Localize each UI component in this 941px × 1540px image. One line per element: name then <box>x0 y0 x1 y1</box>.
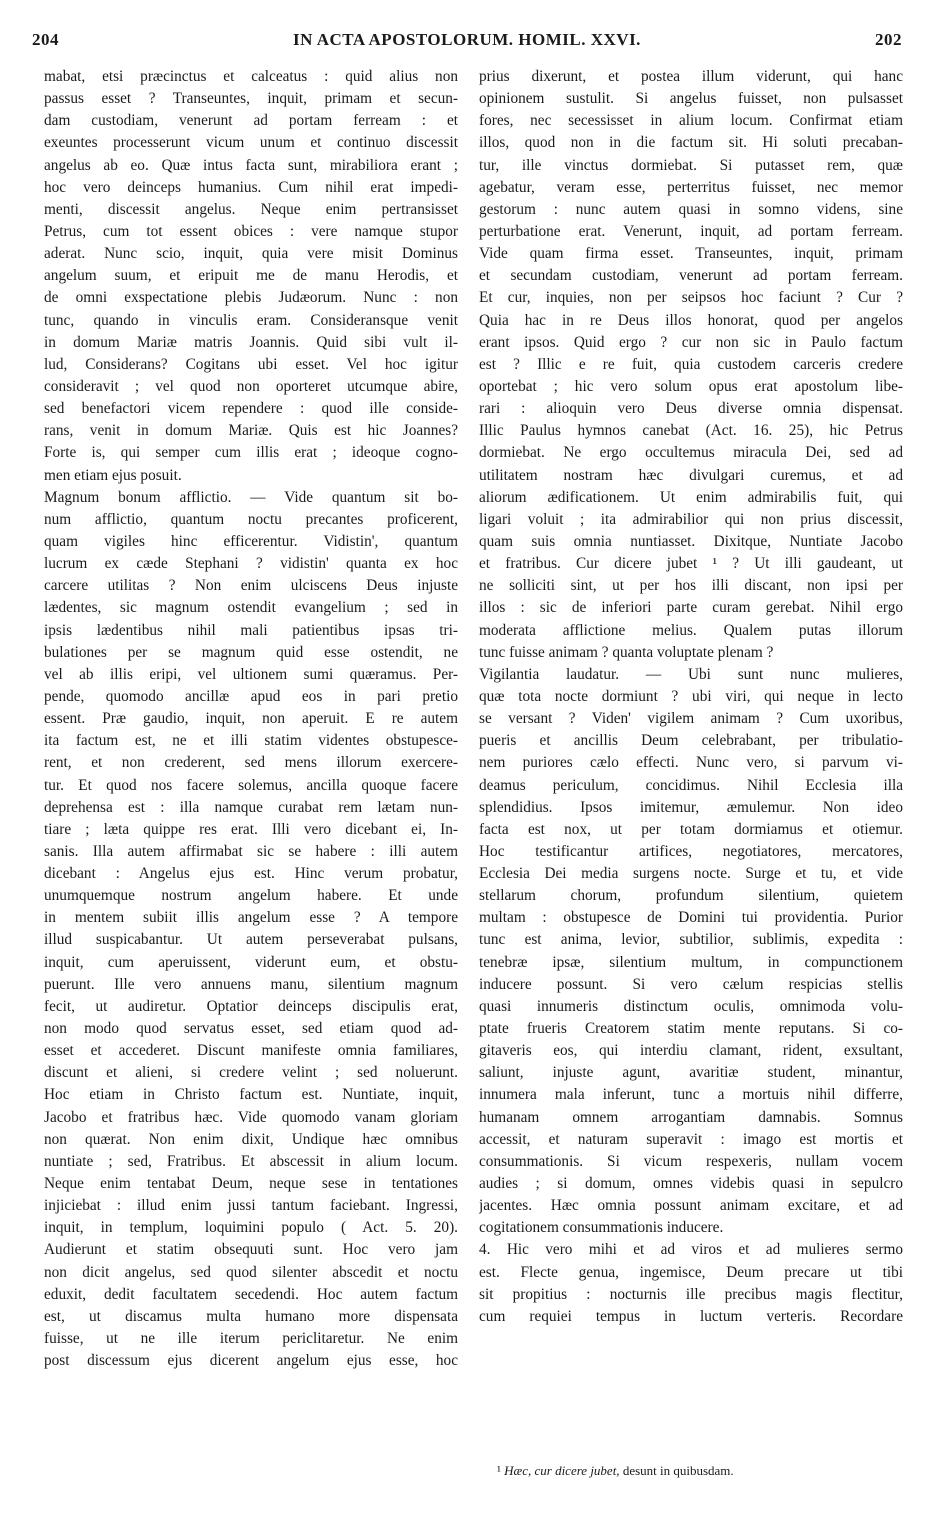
text-line: gestorum : nunc autem quasi in somno videns, sine <box>479 200 903 218</box>
text-line: fores, nec secessisset in alium locum. Confirmat etiam <box>479 112 903 130</box>
running-head-title: IN ACTA APOSTOLORUM. HOMIL. XXVI. <box>293 30 641 49</box>
text-line: unumquemque nostrum angelum habere. Et unde <box>44 887 458 905</box>
text-line: illud suspicabantur. Ut autem perseverabat pulsans, <box>44 931 458 949</box>
text-line: perturbatione erat. Venerunt, inquit, ad portam ferream. <box>479 222 903 240</box>
text-line: moderata afflictione melius. Qualem putas illorum <box>479 621 903 639</box>
text-line: est, ut discamus multa humano more dispensata <box>44 1307 458 1325</box>
text-line: esset et accederet. Discunt manifeste omnia familiares, <box>44 1042 458 1060</box>
text-line: Petrus, cum tot essent obices : vere namque stupor <box>44 222 458 240</box>
text-line: dicebant : Angelus ejus est. Hinc verum probatur, <box>44 865 458 883</box>
text-line: menti, discessit angelus. Neque enim pertransisset <box>44 200 458 218</box>
text-line: splendidius. Ipsos imitemur, æmulemur. Non ideo <box>479 798 903 816</box>
page-number-right: 202 <box>875 30 902 49</box>
right-text-column <box>479 66 903 1328</box>
text-line: inducere possunt. Si vero cælum respicias stellis <box>479 975 903 993</box>
text-line: audies ; si domum, omnes videbis quasi in sepulcro <box>479 1175 903 1193</box>
text-line: opinionem sustulit. Si angelus fuisset, non pulsasset <box>479 90 903 108</box>
text-line: fecit, ut audiretur. Optatior deinceps discipulis erat, <box>44 997 458 1015</box>
text-line: sed benefactori vicem rependere : quod ille conside- <box>44 400 458 418</box>
text-line: Magnum bonum afflictio. — Vide quantum sit bo- <box>44 488 458 506</box>
text-line: passus esset ? Transeuntes, inquit, primam et secun- <box>44 90 458 108</box>
text-line: tur, ille vinctus dormiebat. Si putasset rem, quæ <box>479 156 903 174</box>
text-line: aliorum ædificationem. Ut enim admirabilis fuit, qui <box>479 488 903 506</box>
left-text-column <box>44 66 458 1372</box>
footnote-text: desunt in quibusdam. <box>619 1463 734 1478</box>
text-line: rent, et non crederent, sed mens illorum exercere- <box>44 754 458 772</box>
text-line: utilitatem nostram hæc divulgari curemus, et ad <box>479 466 903 484</box>
text-line: dormiebat. Ne ergo occultemus miracula Dei, sed ad <box>479 444 903 462</box>
text-line: accessit, et naturam superavit : imago est mortis et <box>479 1130 903 1148</box>
text-line: mabat, etsi præcinctus et calceatus : quid alius non <box>44 68 458 85</box>
text-line: se versant ? Viden' vigilem animam ? Cum uxoribus, <box>479 710 903 728</box>
text-line: et fratribus. Cur dicere jubet ¹ ? Ut illi gaudeant, ut <box>479 555 903 573</box>
text-line: tunc est anima, levior, subtilior, sublimis, expedita : <box>479 931 903 949</box>
text-line: humanam omnem arrogantiam damnabis. Somnus <box>479 1108 903 1126</box>
text-line: agebatur, veram esse, perterritus fuisset, nec memor <box>479 178 903 196</box>
text-line: eduxit, dedit facultatem secedendi. Hoc autem factum <box>44 1285 458 1303</box>
footnote-mark: ¹ <box>497 1463 501 1478</box>
text-line: multam : obstupesce de Domini tui providentia. Purior <box>479 909 903 927</box>
text-line: tiare ; læta quippe res erat. Illi vero dicebant ei, In- <box>44 820 458 838</box>
text-line: innumera mala inferunt, tunc a mortuis nihil differre, <box>479 1086 903 1104</box>
text-line: ptate frueris Creatorem statim mente reputans. Si co- <box>479 1020 903 1038</box>
text-line: Audierunt et statim obsequuti sunt. Hoc vero jam <box>44 1241 458 1259</box>
text-line: 4. Hic vero mihi et ad viros et ad mulieres sermo <box>479 1241 903 1259</box>
text-line: vel ab illis eripi, vel ultionem sumi quæramus. Per- <box>44 665 458 683</box>
text-line: tenebræ ipsæ, silentium multum, in compunctionem <box>479 953 903 971</box>
footnote <box>497 1462 897 1480</box>
text-line: discunt et alieni, si credere velint ; sed noluerunt. <box>44 1064 458 1082</box>
text-line: oportebat ; hic vero solum opus erat apostolum libe- <box>479 377 903 395</box>
text-line: dam custodiam, venerunt ad portam ferream : et <box>44 112 458 130</box>
text-line: jacentes. Hæc omnia possunt animam excitare, et ad <box>479 1197 903 1215</box>
text-line: lud, Considerans? Cogitans ubi esset. Vel hoc igitur <box>44 355 458 373</box>
text-line: tur. Et quod nos facere solemus, ancilla quoque facere <box>44 776 458 794</box>
text-line: puerunt. Ille vero annuens manu, silentium magnum <box>44 975 458 993</box>
text-line: pueris et ancillis Deum celebrabant, per tribulatio- <box>479 732 903 750</box>
text-line: nem puriores cælo effecti. Nunc vero, si parvum vi- <box>479 754 903 772</box>
text-line: cum requiei tempus in luctum verteris. Recordare <box>479 1307 903 1325</box>
page-number-left: 204 <box>32 30 59 49</box>
text-line: Forte is, qui semper cum illis erat ; ideoque cogno- <box>44 444 458 462</box>
text-line: pende, quomodo ancillæ apud eos in pari pretio <box>44 687 458 705</box>
text-line: nuntiate ; sed, Fratribus. Et abscessit in alium locum. <box>44 1152 458 1170</box>
text-line: consideravit ; vel quod non oporteret utcumque abire, <box>44 377 458 395</box>
text-line: ita factum est, ne et illi statim videntes obstupesce- <box>44 732 458 750</box>
text-line: Illic Paulus hymnos canebat (Act. 16. 25), hic Petrus <box>479 422 903 440</box>
text-line: in domum Mariæ matris Joannis. Quid sibi vult il- <box>44 333 458 351</box>
text-line: Ecclesia Dei media surgens nocte. Surge et tu, et vide <box>479 865 903 883</box>
text-line: bulationes per se magnum quid esse ostendit, ne <box>44 643 458 661</box>
text-line: ligari voluit ; ita admirabilior qui non prius discessit, <box>479 510 903 528</box>
text-line: hoc vero deinceps humanius. Cum nihil erat impedi- <box>44 178 458 196</box>
text-line: est ? Illic e re fuit, quia custodem carceris credere <box>479 355 903 373</box>
text-line: rans, venit in domum Mariæ. Quis est hic Joannes? <box>44 422 458 440</box>
text-line: sanis. Illa autem affirmabat sic se habere : illi autem <box>44 842 458 860</box>
text-line: prius dixerunt, et postea illum viderunt, qui hanc <box>479 68 903 85</box>
text-line: lucrum ex cæde Stephani ? vidistin' quanta ex hoc <box>44 555 458 573</box>
text-line: exeuntes processerunt vicum unum et continuo discessit <box>44 134 458 152</box>
text-line: quasi innumeris distinctum oculis, omnimoda volu- <box>479 997 903 1015</box>
text-line: ipsis lædentibus nihil mali patientibus ipsas tri- <box>44 621 458 639</box>
text-line: Vigilantia laudatur. — Ubi sunt nunc mulieres, <box>479 665 903 683</box>
text-line: aderat. Nunc scio, inquit, quia vere misit Dominus <box>44 245 458 263</box>
text-line: cogitationem consummationis inducere. <box>479 1219 724 1237</box>
text-line: sit propitius : nocturnis ille precibus magis flectitur, <box>479 1285 903 1303</box>
text-line: num afflictio, quantum noctu precantes proficerent, <box>44 510 458 528</box>
text-line: erant ipsos. Quid ergo ? cur non sic in Paulo factum <box>479 333 903 351</box>
text-line: Hoc testificantur artifices, negotiatores, mercatores, <box>479 842 903 860</box>
text-line: men etiam ejus posuit. <box>44 466 182 484</box>
text-line: tunc fuisse animam ? quanta voluptate plenam ? <box>479 643 774 661</box>
text-line: Hoc etiam in Christo factum est. Nuntiate, inquit, <box>44 1086 458 1104</box>
text-line: angelus ab eo. Quæ intus facta sunt, mirabiliora erant ; <box>44 156 458 174</box>
text-line: Neque enim tentabat Deum, neque sese in tentationes <box>44 1175 458 1193</box>
text-line: Quia hac in re Deus illos honorat, quod per angelos <box>479 311 903 329</box>
text-line: non modo quod servatus esset, sed etiam quod ad- <box>44 1020 458 1038</box>
text-line: post discessum ejus dicerent angelum ejus esse, hoc <box>44 1352 458 1370</box>
text-line: stellarum chorum, profundum silentium, quietem <box>479 887 903 905</box>
text-line: Vide quam firma esset. Transeuntes, inquit, primam <box>479 245 903 263</box>
text-line: facta est nox, ut per totam dormiamus et otiemur. <box>479 820 903 838</box>
text-line: de omni exspectatione plebis Judæorum. Nunc : non <box>44 289 458 307</box>
text-line: in mentem subiit illis angelum esse ? A tempore <box>44 909 458 927</box>
text-line: lædentes, sic magnum ostendit evangelium ; sed in <box>44 599 458 617</box>
text-line: est. Flecte genua, ingemisce, Deum precare ut tibi <box>479 1263 903 1281</box>
text-line: angelum suum, et eripuit me de manu Herodis, et <box>44 267 458 285</box>
text-line: gitaveris eos, qui interdiu clamant, rident, exsultant, <box>479 1042 903 1060</box>
text-line: illos, quod non in die factum sit. Hi soluti precaban- <box>479 134 903 152</box>
footnote-italic: Hæc, cur dicere jubet, <box>504 1463 620 1478</box>
text-line: quam suis omnia nuntiasset. Dixitque, Nuntiate Jacobo <box>479 532 903 550</box>
text-line: essent. Præ gaudio, inquit, non aperuit. E re autem <box>44 710 458 728</box>
text-line: rari : alioquin vero Deus diverse omnia dispensat. <box>479 400 903 418</box>
text-line: Jacobo et fratribus hæc. Vide quomodo vanam gloriam <box>44 1108 458 1126</box>
text-line: et secundam custodiam, venerunt ad portam ferream. <box>479 267 903 285</box>
text-line: carcere utilitas ? Non enim ulciscens Deus injuste <box>44 577 458 595</box>
text-line: quæ tota nocte dormiunt ? ubi viri, qui neque in lecto <box>479 687 903 705</box>
text-line: injiciebat : illud enim jussi tantum faciebant. Ingressi, <box>44 1197 458 1215</box>
text-line: quam vigiles hinc efficerentur. Vidistin', quantum <box>44 532 458 550</box>
text-line: fuisse, ut ne ille iterum periclitaretur. Ne enim <box>44 1330 458 1348</box>
text-line: non dicit angelus, sed quod silenter abscedit et noctu <box>44 1263 458 1281</box>
text-line: tunc, quando in vinculis eram. Consideransque venit <box>44 311 458 329</box>
text-line: ne solliciti sint, ut per hos illi discant, non ipsi per <box>479 577 903 595</box>
text-line: non quærat. Non enim dixit, Undique hæc omnibus <box>44 1130 458 1148</box>
text-line: inquit, cum aperuissent, viderunt eum, et obstu- <box>44 953 458 971</box>
text-line: illos : sic de inferiori parte curam gerebat. Nihil ergo <box>479 599 903 617</box>
text-line: Et cur, inquies, non per seipsos hoc faciunt ? Cur ? <box>479 289 903 307</box>
text-line: saliunt, injuste agunt, avaritiæ student, minantur, <box>479 1064 903 1082</box>
text-line: deamus periculum, concidimus. Nihil Ecclesia illa <box>479 776 903 794</box>
text-line: deprehensa est : illa namque curabat rem lætam nun- <box>44 798 458 816</box>
text-line: inquit, in templum, loquimini populo ( Act. 5. 20). <box>44 1219 458 1237</box>
text-line: consummationis. Si vicum respexeris, nullam vocem <box>479 1152 903 1170</box>
running-header <box>32 30 902 54</box>
